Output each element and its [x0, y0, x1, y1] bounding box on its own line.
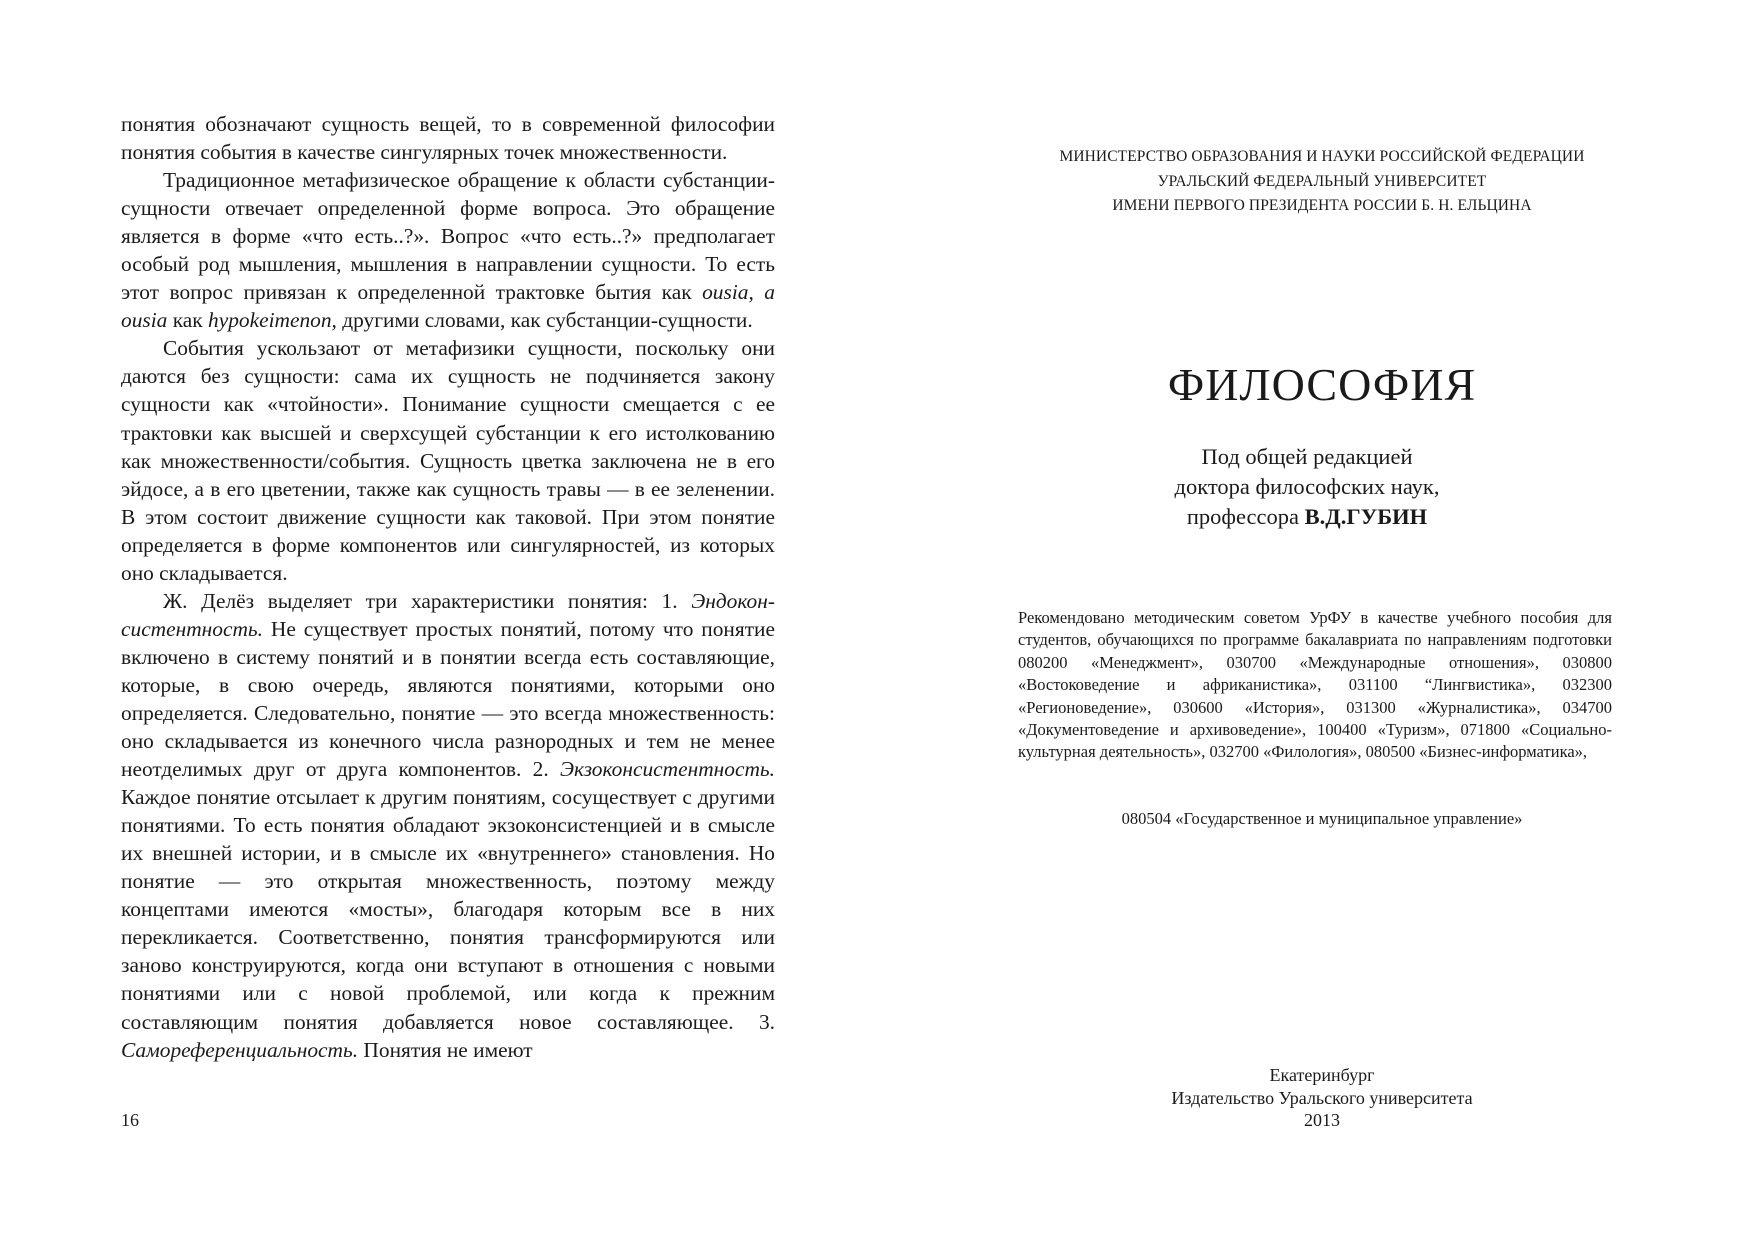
recommendation-last-line: 080504 «Государственное и муниципальное управление»	[1121, 809, 1523, 828]
paragraph-1-text: понятия обозначают сущность вещей, то в современной философии понятия события в качестве сингулярных точек множественности.	[121, 112, 775, 165]
paragraph-4-text-d: Понятия не имеют	[358, 1037, 533, 1062]
body-text	[121, 110, 775, 1064]
paragraph-4	[121, 587, 775, 1064]
imprint-year: 2013	[1304, 1110, 1340, 1130]
paragraph-1	[121, 110, 775, 166]
editor-block	[1007, 442, 1607, 532]
paragraph-4-text-b: Не существует простых понятий, потому что понятие включено в систему понятий и в понятии всегда есть составляющие, которые, в свою очередь, являются понятиями, которыми оно определяется. Следовательно, понятие — это всегда множественность: оно складывается из конечного числа разнородных и тем не менее неотделимых друг от друга компонентов. 2.	[121, 616, 775, 782]
paragraph-4-text-c: Каждое понятие отсылает к другим понятиям, сосуществует с другими понятиями. То есть понятия обладают экзоконсистенцией и в смысле их внешней истории, и в смысле их «внутреннего» становления. Но понятие — это открытая множественность, поэтому между концептами имеются «мосты», благодаря которым все в них перекликается. Соответственно, понятия трансформируются или заново конструируются, когда они вступают в отношения с новыми понятиями или с новой проблемой, или когда к прежним составляющим понятия добавляется новое составляющее. 3.	[121, 785, 775, 1034]
paragraph-2	[121, 166, 775, 334]
paragraph-2-text-a: Традиционное метафизическое обращение к области субстанции-сущности отвечает определенной форме вопроса. Это обращение является в форме «что есть..?». Вопрос «что есть..?» предполагает особый род мышления, мышления в направлении сущности. То есть этот вопрос привязан к определенной трактовке бытия как	[121, 168, 775, 305]
header-line-named-after: ИМЕНИ ПЕРВОГО ПРЕЗИДЕНТА РОССИИ Б. Н. ЕЛЬЦИНА	[1112, 197, 1532, 214]
page-number: 16	[121, 1110, 139, 1130]
header-line-university: УРАЛЬСКИЙ ФЕДЕРАЛЬНЫЙ УНИВЕРСИТЕТ	[1157, 172, 1487, 190]
paragraph-2-text-b: как	[167, 308, 209, 333]
editor-line-3	[1007, 502, 1607, 532]
paragraph-2-italic-hypokeimenon: hypokeimenon,	[208, 308, 337, 333]
imprint-block	[1007, 1064, 1637, 1132]
imprint-city: Екатеринбург	[1269, 1065, 1375, 1085]
ministry-header	[1007, 145, 1637, 219]
editor-line-2: доктора философских наук,	[1174, 474, 1440, 499]
editor-name: В.Д.ГУБИН	[1304, 504, 1428, 529]
right-page	[877, 0, 1754, 1240]
paragraph-2-italic-ousia: ousia, a ousia	[121, 280, 775, 333]
paragraph-3	[121, 334, 775, 586]
editor-title-prefix: профессора	[1186, 504, 1305, 529]
paragraph-4-italic-selfreference: Самореференциальность.	[121, 1037, 359, 1062]
recommendation-text: Рекомендовано методическим советом УрФУ в качестве учебного пособия для студентов, обучающихся по программе бакалавриата по направлениям подготовки 080200 «Менеджмент», 030700 «Международные отношения», 030800 «Востоковедение и африканистика», 031100 “Лингвистика», 032300 «Регионоведение», 030600 «История», 031300 «Журналистика», 034700 «Документоведение и архивоведение», 100400 «Туризм», 071800 «Социально-культурная деятельность», 032700 «Филология», 080500 «Бизнес-информатика»,	[1018, 608, 1612, 762]
paragraph-2-text-c: другими словами, как субстанции-сущности.	[336, 308, 753, 333]
paragraph-3-text: События ускользают от метафизики сущности, поскольку они даются без сущности: сама их сущность не подчиняется закону сущности как «чтойности». Понимание сущности смещается с ее трактовки как высшей и сверхсущей субстанции к его истолкованию как множественности/события. Сущность цветка заключена не в его эйдосе, а в его цветении, также как сущность травы — в ее зеленении. В этом состоит движение сущности как таковой. При этом понятие определяется в форме компонентов или сингулярностей, из которых оно складывается.	[121, 336, 775, 585]
book-title: ФИЛОСОФИЯ	[1167, 359, 1477, 410]
paragraph-4-italic-endoconsistency: Эндоконсистентность.	[121, 588, 775, 641]
imprint-publisher: Издательство Уральского университета	[1171, 1087, 1473, 1108]
header-line-ministry: МИНИСТЕРСТВО ОБРАЗОВАНИЯ И НАУКИ РОССИЙСКОЙ ФЕДЕРАЦИИ	[1059, 148, 1585, 165]
editor-line-1: Под общей редакцией	[1201, 444, 1413, 469]
paragraph-4-text-a: Ж. Делёз выделяет три характеристики понятия: 1.	[163, 588, 692, 613]
paragraph-4-italic-exoconsistency: Экзоконсистентность.	[559, 757, 775, 782]
